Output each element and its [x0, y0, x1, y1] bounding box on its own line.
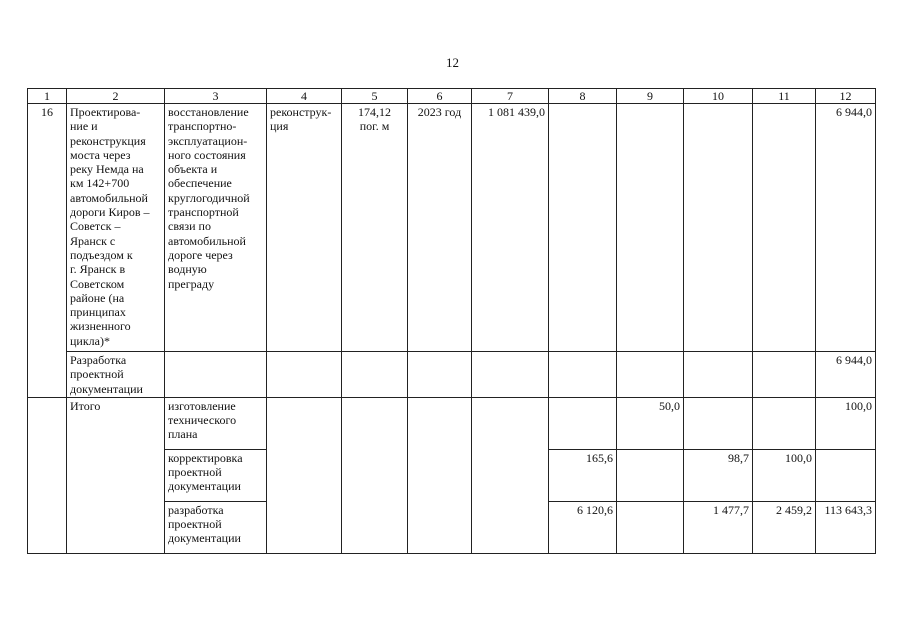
page-number: 12 [446, 55, 459, 70]
object-name: Проектирова- ние и реконструкция моста через реку Немда на км 142+700 автомобильной дороги Киров – Советск – Яранск с подъездом к г. Яранск в Советском районе (на принципах жизненного цикла)* [67, 104, 165, 352]
cell-10 [684, 104, 753, 352]
header-cell: 7 [472, 89, 549, 104]
header-cell: 12 [816, 89, 876, 104]
header-cell: 9 [617, 89, 684, 104]
cell-10: 98,7 [684, 449, 753, 501]
row-number: 16 [28, 104, 67, 398]
total-empty [28, 397, 67, 553]
total-desc: изготовление технического плана [165, 397, 267, 449]
header-row [28, 89, 876, 104]
cell-12: 100,0 [816, 397, 876, 449]
cell-4 [267, 397, 342, 553]
header-cell: 3 [165, 89, 267, 104]
cell-12: 6 944,0 [816, 352, 876, 398]
cell-11 [753, 397, 816, 449]
cell-6 [408, 397, 472, 553]
cell-11 [753, 104, 816, 352]
header-cell: 2 [67, 89, 165, 104]
cell-8 [549, 104, 617, 352]
cell-10: 1 477,7 [684, 501, 753, 553]
object-row [28, 104, 876, 352]
cell-8 [549, 352, 617, 398]
cell-8 [549, 397, 617, 449]
header-cell: 4 [267, 89, 342, 104]
cell-8: 6 120,6 [549, 501, 617, 553]
header-cell: 5 [342, 89, 408, 104]
total-desc: разработка проектной документации [165, 501, 267, 553]
cell-7 [472, 397, 549, 553]
program-table [27, 88, 876, 554]
cell-5 [342, 397, 408, 553]
year: 2023 год [408, 104, 472, 352]
cell-3 [165, 352, 267, 398]
total-label: Итого [67, 397, 165, 553]
cell-5 [342, 352, 408, 398]
work-type: реконструк- ция [267, 104, 342, 352]
header-cell: 8 [549, 89, 617, 104]
cell-9 [617, 501, 684, 553]
cell-11: 100,0 [753, 449, 816, 501]
total-desc: корректировка проектной документации [165, 449, 267, 501]
header-cell: 11 [753, 89, 816, 104]
cell-9 [617, 449, 684, 501]
header-cell: 10 [684, 89, 753, 104]
cell-8: 165,6 [549, 449, 617, 501]
cell-4 [267, 352, 342, 398]
cell-12: 6 944,0 [816, 104, 876, 352]
cell-9 [617, 352, 684, 398]
cell-10 [684, 352, 753, 398]
total-row [28, 397, 876, 449]
design-row [28, 352, 876, 398]
capacity: 174,12 пог. м [342, 104, 408, 352]
cell-12 [816, 449, 876, 501]
header-cell: 6 [408, 89, 472, 104]
design-label: Разработка проектной документации [67, 352, 165, 398]
cell-11: 2 459,2 [753, 501, 816, 553]
estimated-cost: 1 081 439,0 [472, 104, 549, 352]
cell-7 [472, 352, 549, 398]
cell-12: 113 643,3 [816, 501, 876, 553]
cell-6 [408, 352, 472, 398]
cell-11 [753, 352, 816, 398]
header-cell: 1 [28, 89, 67, 104]
cell-10 [684, 397, 753, 449]
cell-9 [617, 104, 684, 352]
cell-9: 50,0 [617, 397, 684, 449]
object-purpose: восстановление транспортно- эксплуатацион- ного состояния объекта и обеспечение круглогодичной транспортной связи по автомобильной дороге через водную преграду [165, 104, 267, 352]
